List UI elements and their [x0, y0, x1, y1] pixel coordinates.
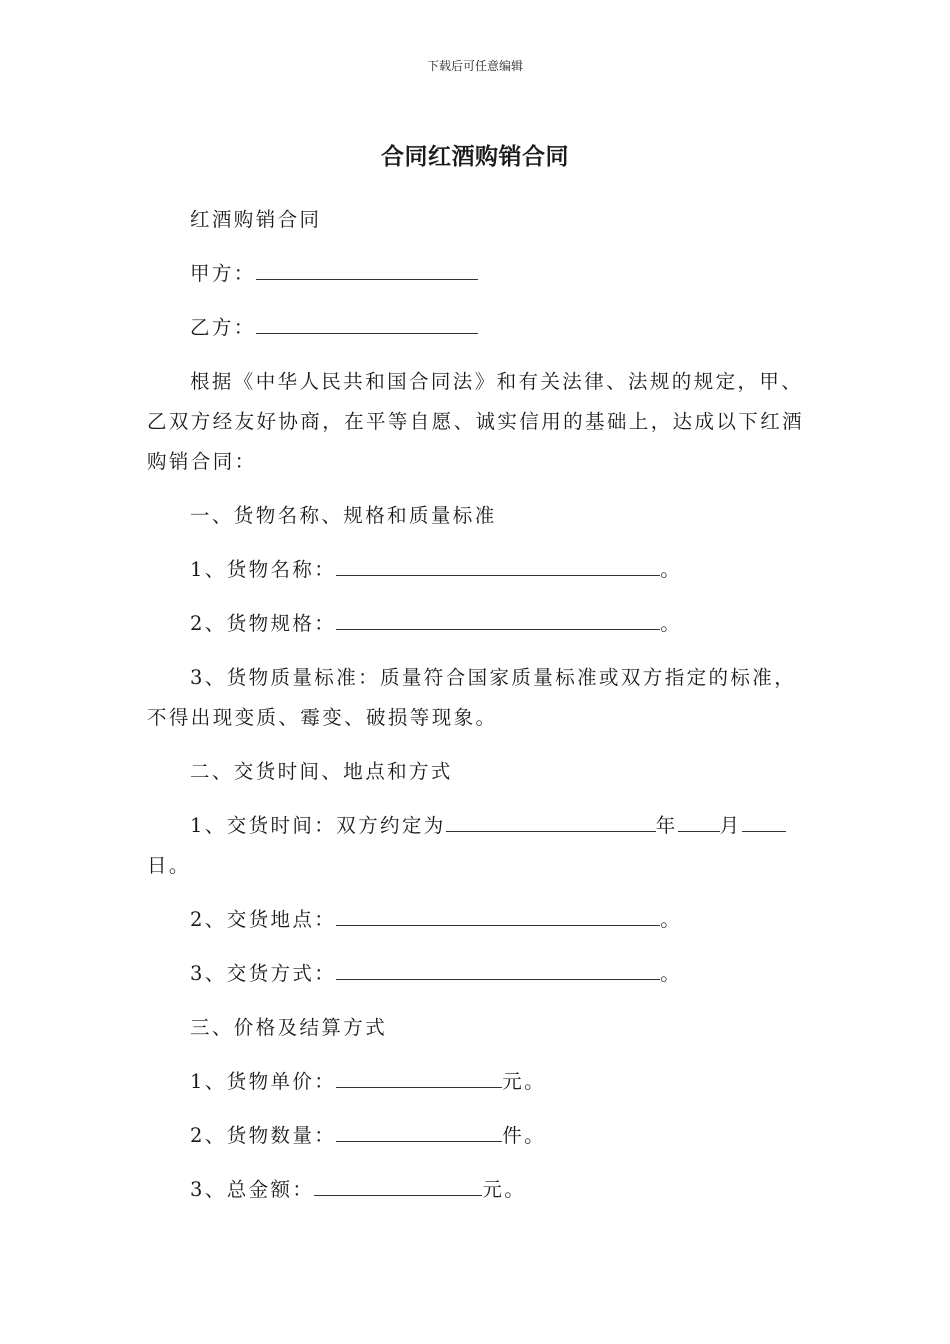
party-a-line: [147, 254, 807, 294]
document-body: [147, 200, 807, 1224]
delivery-day-blank: [742, 809, 786, 832]
delivery-year-blank: [446, 809, 656, 832]
party-a-blank: [256, 257, 478, 280]
unit-price-line: [147, 1062, 807, 1102]
delivery-method-label: 3、交货方式：: [190, 962, 337, 985]
quantity-unit: 件。: [502, 1124, 547, 1147]
delivery-method-blank: [336, 957, 660, 980]
party-a-label: 甲方：: [190, 262, 256, 285]
quantity-line: [147, 1116, 807, 1156]
quantity-blank: [336, 1119, 502, 1142]
goods-spec-line: [147, 604, 807, 644]
delivery-method-end: 。: [660, 962, 683, 985]
party-b-label: 乙方：: [190, 316, 256, 339]
delivery-place-label: 2、交货地点：: [190, 908, 337, 931]
document-title: 合同红酒购销合同: [381, 144, 569, 170]
goods-spec-label: 2、货物规格：: [190, 612, 337, 635]
party-b-blank: [256, 311, 478, 334]
section3-heading: 三、价格及结算方式: [190, 1016, 388, 1039]
quantity-label: 2、货物数量：: [190, 1124, 337, 1147]
delivery-time-line: [147, 806, 807, 886]
total-amount-label: 3、总金额：: [190, 1178, 315, 1201]
preamble-paragraph: 根据《中华人民共和国合同法》和有关法律、法规的规定，甲、乙双方经友好协商，在平等自愿、诚实信用的基础上，达成以下红酒购销合同：: [147, 370, 805, 473]
section2-heading: 二、交货时间、地点和方式: [190, 760, 453, 783]
unit-price-unit: 元。: [502, 1070, 547, 1093]
total-amount-blank: [314, 1173, 482, 1196]
goods-name-end: 。: [660, 558, 683, 581]
delivery-time-label: 1、交货时间：双方约定为: [190, 814, 446, 837]
year-label: 年: [655, 814, 678, 837]
contract-subtitle: 红酒购销合同: [190, 208, 322, 231]
delivery-place-end: 。: [660, 908, 683, 931]
delivery-month-blank: [678, 809, 720, 832]
goods-name-blank: [336, 553, 660, 576]
goods-spec-blank: [336, 607, 660, 630]
total-amount-line: [147, 1170, 807, 1210]
header-note: 下载后可任意编辑: [426, 59, 523, 73]
unit-price-blank: [336, 1065, 502, 1088]
section1-heading: 一、货物名称、规格和质量标准: [190, 504, 497, 527]
day-label: 日。: [147, 854, 191, 877]
goods-name-label: 1、货物名称：: [190, 558, 337, 581]
goods-spec-end: 。: [660, 612, 683, 635]
quality-standard-paragraph: 3、货物质量标准：质量符合国家质量标准或双方指定的标准，不得出现变质、霉变、破损等现象。: [147, 666, 797, 729]
delivery-place-line: [147, 900, 807, 940]
goods-name-line: [147, 550, 807, 590]
party-b-line: [147, 308, 807, 348]
delivery-method-line: [147, 954, 807, 994]
month-label: 月: [719, 814, 742, 837]
unit-price-label: 1、货物单价：: [190, 1070, 337, 1093]
delivery-place-blank: [336, 903, 660, 926]
total-amount-unit: 元。: [482, 1178, 527, 1201]
